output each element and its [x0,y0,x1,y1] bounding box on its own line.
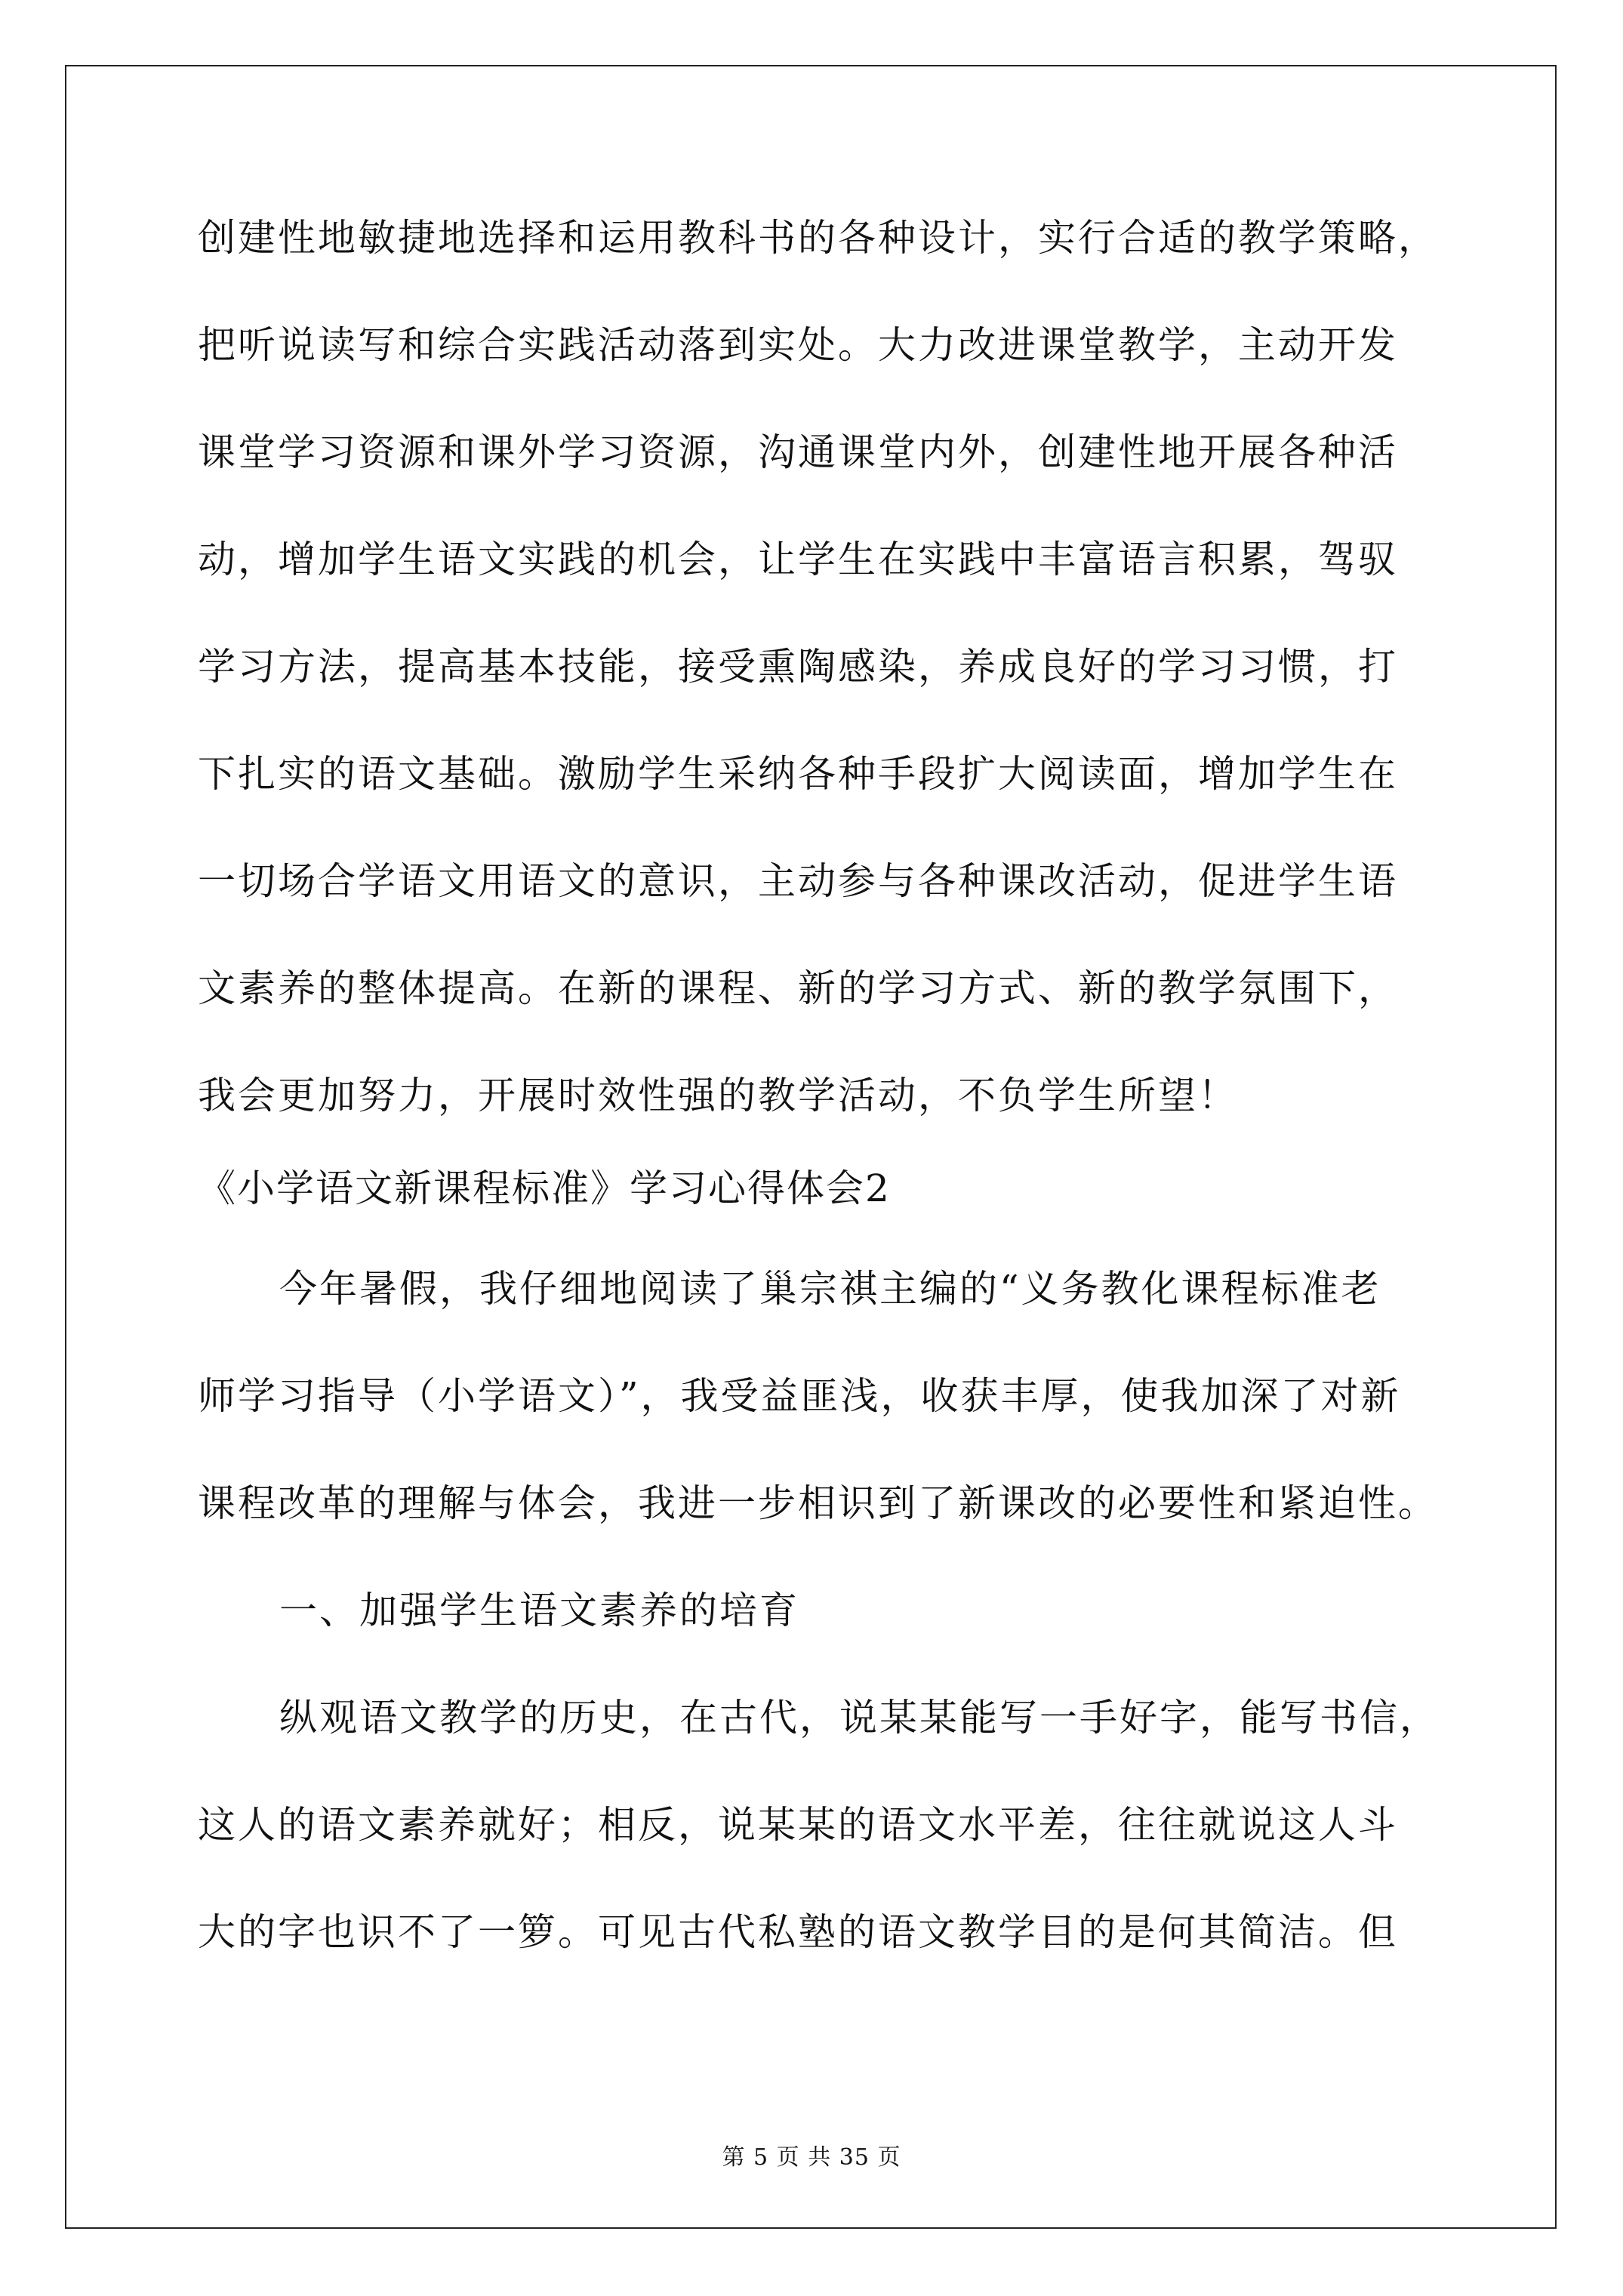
text-line: 师学习指导（小学语文）”，我受益匪浅，收获丰厚，使我加深了对新 [198,1374,1401,1418]
text-line: 纵观语文教学的历史，在古代，说某某能写一手好字，能写书信， [279,1696,1440,1740]
text-line: 课堂学习资源和课外学习资源，沟通课堂内外，创建性地开展各种活 [198,430,1398,474]
text-line: 大的字也识不了一箩。可见古代私塾的语文教学目的是何其简洁。但 [198,1910,1398,1954]
text-line: 创建性地敏捷地选择和运用教科书的各种设计，实行合适的教学策略， [198,216,1438,260]
text-line: 我会更加努力，开展时效性强的教学活动，不负学生所望！ [198,1074,1238,1117]
text-line: 下扎实的语文基础。激励学生采纳各种手段扩大阅读面，增加学生在 [198,752,1398,796]
text-line: 文素养的整体提高。在新的课程、新的学习方式、新的教学氛围下， [198,966,1398,1010]
page-border [65,65,1557,2229]
text-line: 课程改革的理解与体会，我进一步相识到了新课改的必要性和紧迫性。 [198,1481,1438,1525]
text-line: 学习方法，提高基本技能，接受熏陶感染，养成良好的学习习惯，打 [198,645,1398,689]
text-line: 一切场合学语文用语文的意识，主动参与各种课改活动，促进学生语 [198,859,1398,903]
text-line: 把听说读写和综合实践活动落到实处。大力改进课堂教学，主动开发 [198,323,1398,367]
text-line: 动，增加学生语文实践的机会，让学生在实践中丰富语言积累，驾驭 [198,538,1398,581]
section-heading: 《小学语文新课程标准》学习心得体会2 [198,1166,891,1210]
text-line: 今年暑假，我仔细地阅读了巢宗祺主编的“义务教化课程标准老 [279,1267,1381,1311]
subsection-heading: 一、加强学生语文素养的培育 [279,1589,799,1632]
page-number: 第 5 页 共 35 页 [722,2144,901,2171]
text-line: 这人的语文素养就好；相反，说某某的语文水平差，往往就说这人斗 [198,1803,1398,1847]
